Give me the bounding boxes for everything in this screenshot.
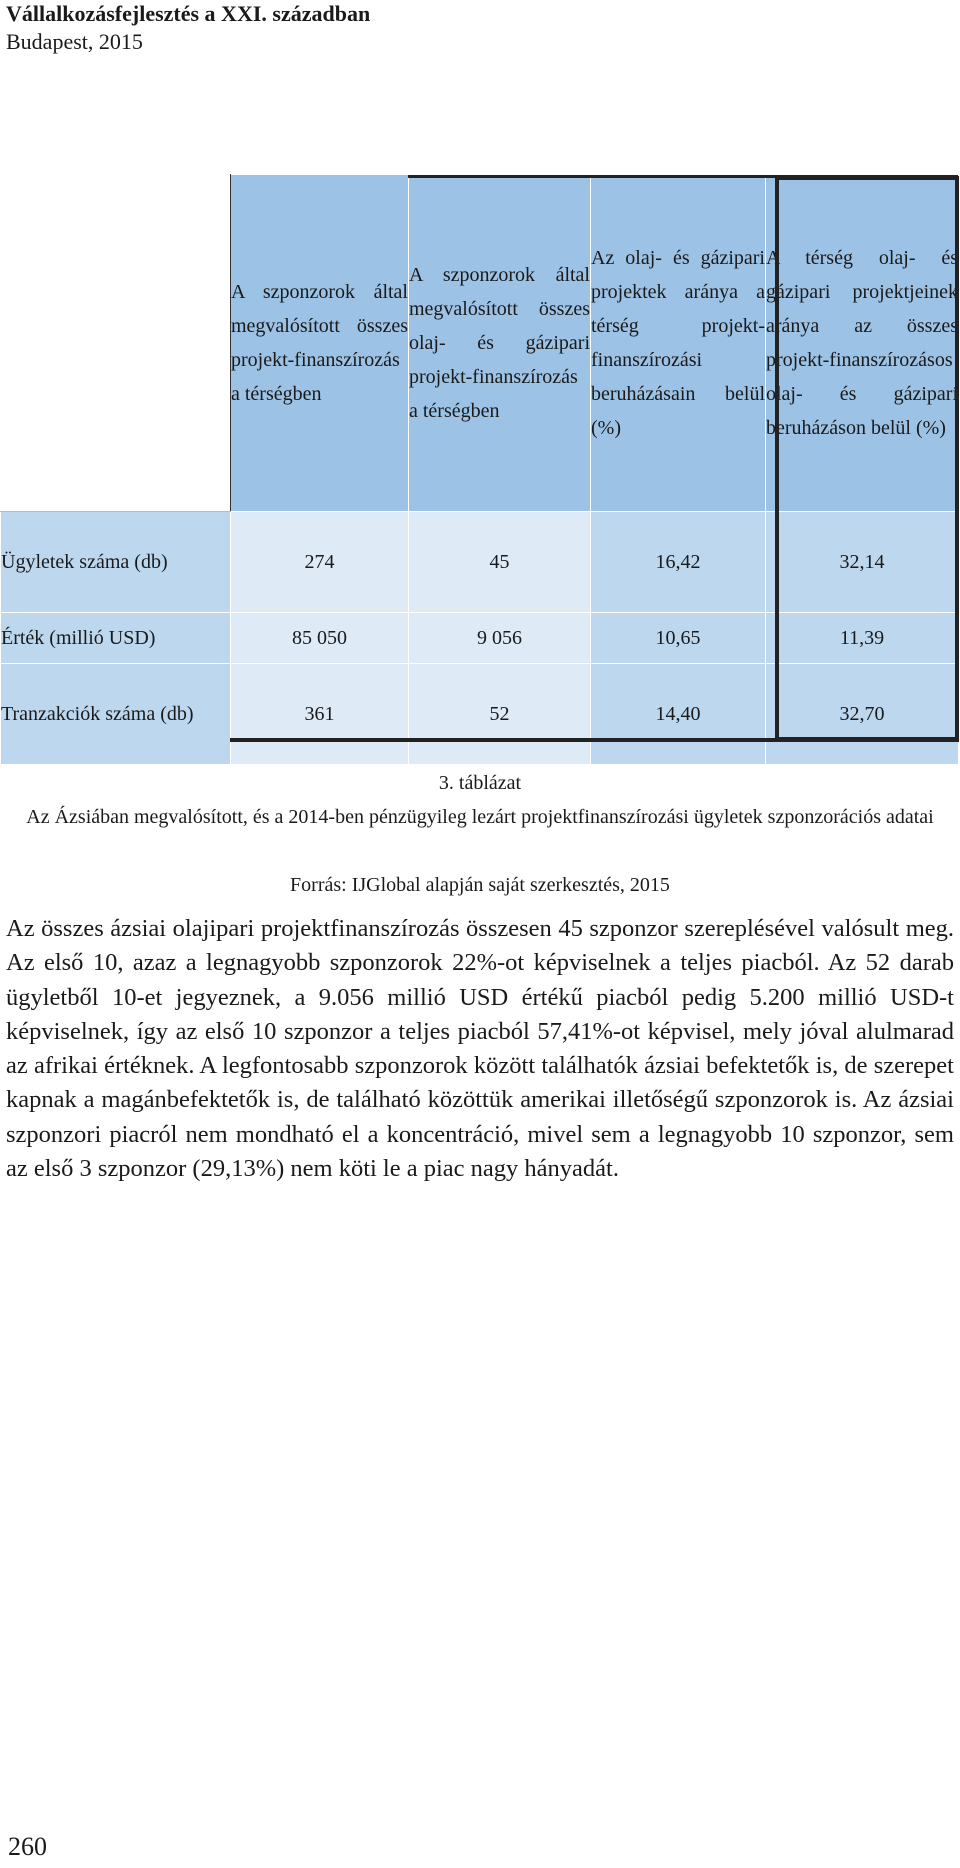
- table-row: [1, 664, 959, 765]
- row-label: Tranzakciók száma (db): [1, 664, 231, 765]
- running-header-title: Vállalkozásfejlesztés a XXI. században: [6, 1, 371, 26]
- table-cell: 11,39: [766, 613, 959, 664]
- table-cell: 45: [409, 512, 591, 613]
- column-header: A szponzorok által megvalósított összes olaj- és gázipari projekt-finanszírozás a térségben: [409, 175, 591, 512]
- table-cell: 32,70: [766, 664, 959, 765]
- table-cell: 32,14: [766, 512, 959, 613]
- sponsor-data-table: [0, 174, 959, 765]
- column-header: A térség olaj- és gázipari projektjeinek aránya az összes projekt-finanszírozásos olaj- és gázipari beruházáson belül (%): [766, 175, 959, 512]
- table-cell: 10,65: [591, 613, 766, 664]
- table-corner-cell: [1, 175, 231, 512]
- table-cell: 9 056: [409, 613, 591, 664]
- table-cell: 52: [409, 664, 591, 765]
- table-row: [1, 613, 959, 664]
- table-highlight-bottom-border: [230, 738, 959, 742]
- table-cell: 274: [231, 512, 409, 613]
- running-header: [6, 0, 370, 57]
- column-header: Az olaj- és gázipari projektek aránya a térség projekt-finanszírozási beruházásain belül (%): [591, 175, 766, 512]
- table-caption-title: Az Ázsiában megvalósított, és a 2014-ben pénzügyileg lezárt projektfinanszírozási ügyletek szponzorációs adatai: [26, 806, 934, 828]
- running-header-subtitle: Budapest, 2015: [6, 29, 143, 54]
- column-header: A szponzorok által megvalósított összes projekt-finanszírozás a térségben: [231, 175, 409, 512]
- table-highlight-top-border: [408, 175, 958, 178]
- table-caption-number: 3. táblázat: [438, 772, 522, 794]
- table-cell: 361: [231, 664, 409, 765]
- body-paragraph: Az összes ázsiai olajipari projektfinanszírozás összesen 45 szponzor szereplésével valósult meg. Az első 10, azaz a legnagyobb szponzorok 22%-ot képviselnek a teljes piacból. Az 52 darab ügyletből 10-et jegyeznek, a 9.056 millió USD értékű piacból pedig 5.200 millió USD-t képviselnek, így az első 10 szponzor a teljes piacból 57,41%-ot képvisel, mely jóval alulmarad az afrikai értéknek. A legfontosabb szponzorok között találhatók ázsiai befektetők is, de szerepet kapnak a magánbefektetők is, de található közöttük amerikai illetőségű szponzorok is. Az ázsiai szponzori piacról nem mondható el a koncentráció, mivel sem a legnagyobb 10 szponzor, sem az első 3 szponzor (29,13%) nem köti le a piac nagy hányadát.: [6, 915, 954, 1183]
- table-cell: 16,42: [591, 512, 766, 613]
- page-number: 260: [8, 1832, 47, 1861]
- table-cell: 85 050: [231, 613, 409, 664]
- table-caption-source: Forrás: IJGlobal alapján saját szerkesztés, 2015: [290, 874, 670, 896]
- table-header-row: [1, 175, 959, 512]
- table-row: [1, 512, 959, 613]
- table-cell: 14,40: [591, 664, 766, 765]
- row-label: Ügyletek száma (db): [1, 512, 231, 613]
- row-label: Érték (millió USD): [1, 613, 231, 664]
